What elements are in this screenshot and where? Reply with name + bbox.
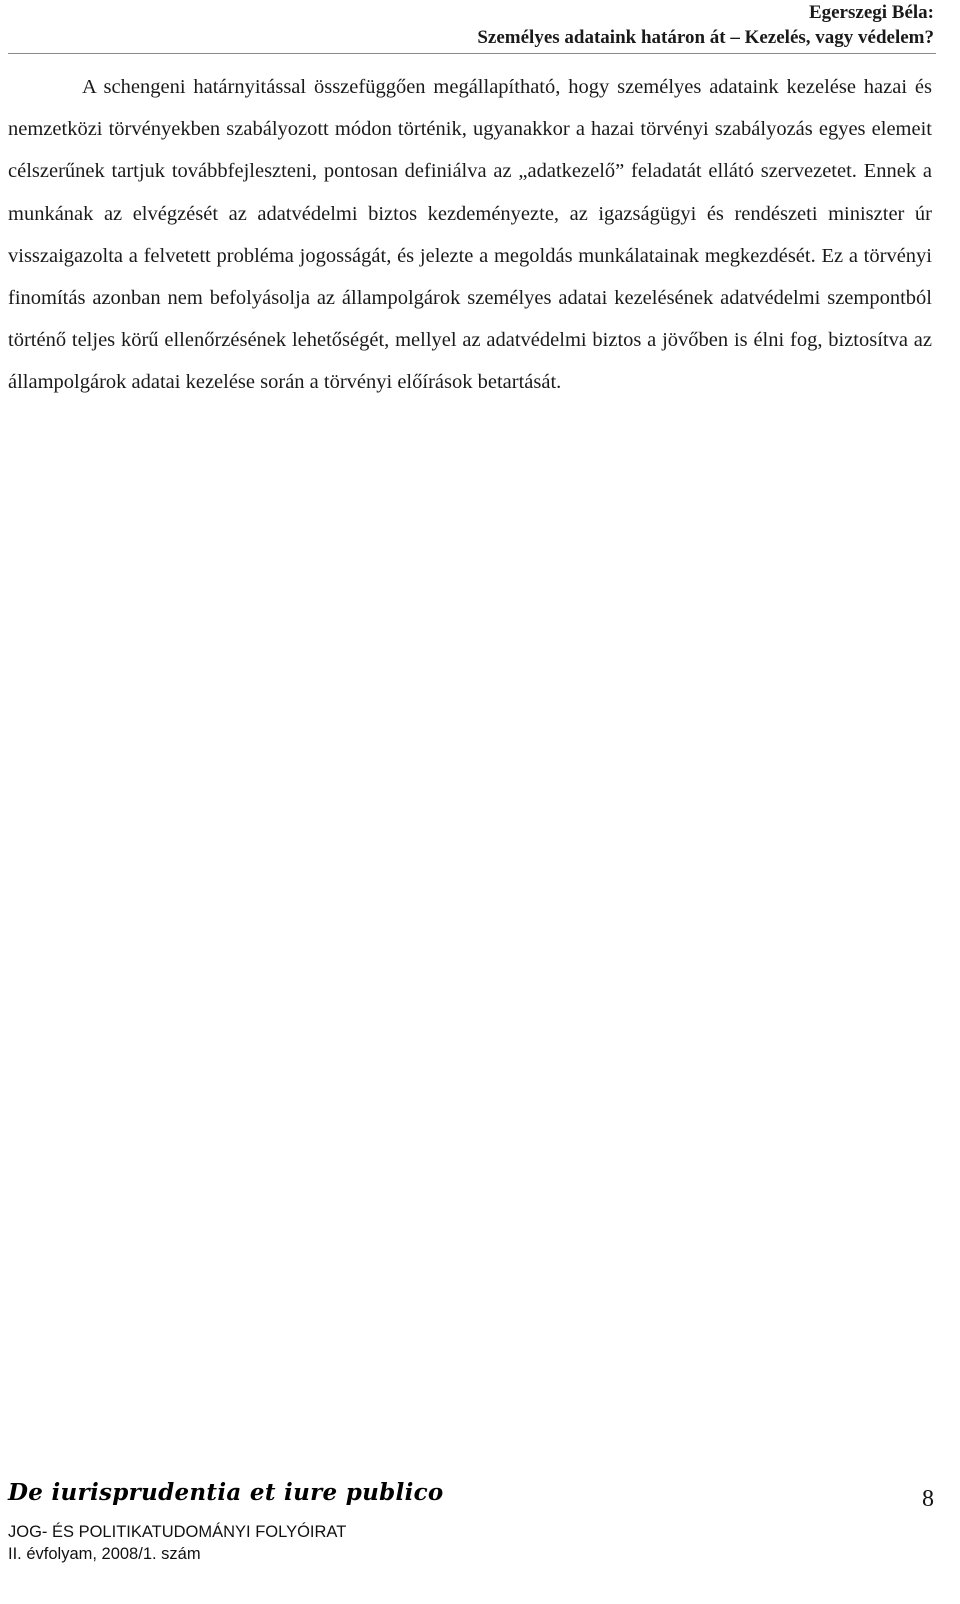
running-header xyxy=(54,0,934,50)
page-number: 8 xyxy=(922,1486,934,1512)
header-author: Egerszegi Béla: xyxy=(808,2,934,23)
journal-title: De iurisprudentia et iure publico xyxy=(8,1479,444,1506)
header-article-title: Személyes adataink határon át – Kezelés, vagy védelem? xyxy=(477,27,934,48)
header-divider xyxy=(8,53,936,54)
body-paragraph: A schengeni határnyitással összefüggően megállapítható, hogy személyes adataink kezelése hazai és nemzetközi törvényekben szabályozott módon történik, ugyanakkor a hazai törvényi szabályozás egyes elemeit célszerűnek tartjuk továbbfejleszteni, pontosan definiálva az „adatkezelő” feladatát ellátó szervezetet. Ennek a munkának az elvégzését az adatvédelmi biztos kezdeményezte, az igazságügyi és rendészeti miniszter úr visszaigazolta a felvetett probléma jogosságát, és jelezte a megoldás munkálatainak megkezdését. Ez a törvényi finomítás azonban nem befolyásolja az állampolgárok személyes adatai kezelésének adatvédelmi szempontból történő teljes körű ellenőrzésének lehetőségét, mellyel az adatvédelmi biztos a jövőben is élni fog, biztosítva az állampolgárok adatai kezelése során a törvényi előírások betartását. xyxy=(8,76,932,394)
journal-issue: II. évfolyam, 2008/1. szám xyxy=(8,1545,201,1563)
journal-subtitle: JOG- ÉS POLITIKATUDOMÁNYI FOLYÓIRAT xyxy=(8,1523,347,1541)
footer-journal-block xyxy=(8,1478,444,1564)
